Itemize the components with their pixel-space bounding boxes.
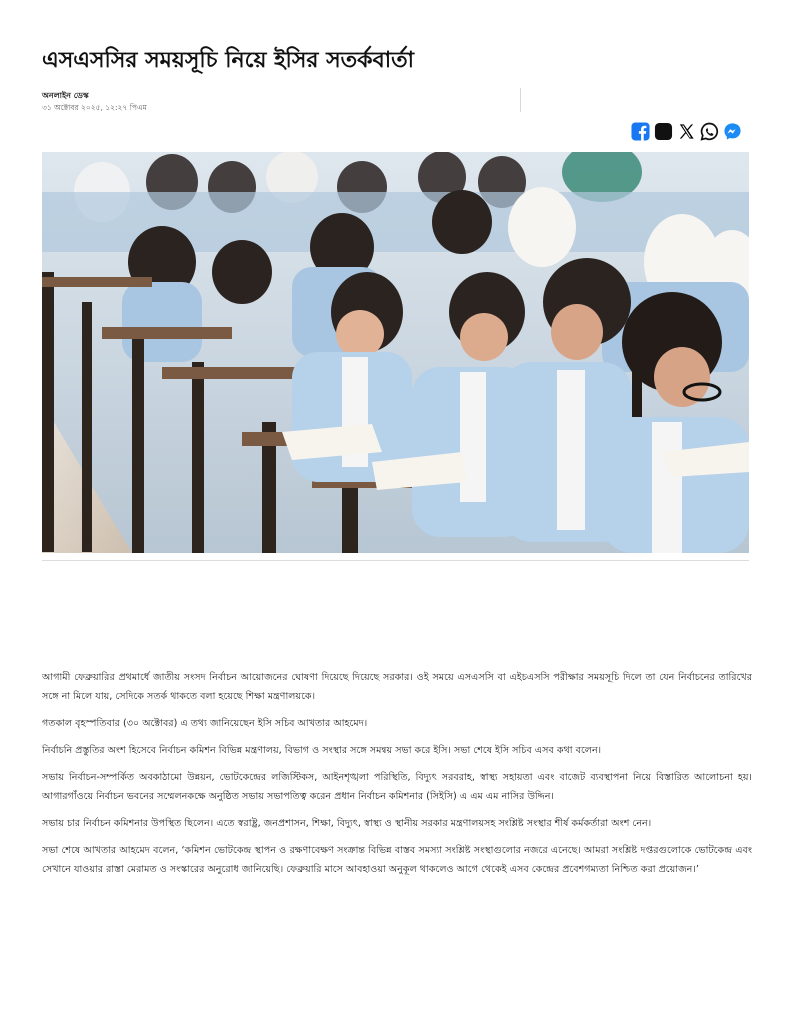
meta-divider xyxy=(520,88,521,112)
facebook-icon[interactable] xyxy=(631,122,650,141)
article-paragraph: সভায় নির্বাচন-সম্পর্কিত অবকাঠামো উন্নয়ন, ভোটকেন্দ্রের লজিস্টিকস, আইনশৃঙ্খলা পরিস্থিতি, বিদ্যুৎ সরবরাহ, স্বাস্থ্য সহায়তা এবং বাজেট ব্যবস্থাপনা নিয়ে বিস্তারিত আলোচনা হয়। আগারগাঁওয়ে নির্বাচন ভবনের সম্মেলনকক্ষে অনুষ্ঠিত সভায় সভাপতিত্ব করেন প্রধান নির্বাচন কমিশনার (সিইসি) এ এম এম নাসির উদ্দিন। xyxy=(42,772,752,802)
x-icon[interactable] xyxy=(677,122,696,141)
share-square-icon[interactable] xyxy=(654,122,673,141)
article-headline: এসএসসির সময়সূচি নিয়ে ইসির সতর্কবার্তা xyxy=(42,48,415,73)
share-bar xyxy=(631,122,742,141)
whatsapp-icon[interactable] xyxy=(700,122,719,141)
article-paragraph: গতকাল বৃহস্পতিবার (৩০ অক্টোবর) এ তথ্য জানিয়েছেন ইসি সচিব আখতার আহমেদ। xyxy=(42,718,368,729)
article-photo xyxy=(42,152,749,553)
article-body xyxy=(42,668,752,887)
article-meta xyxy=(42,90,502,113)
publish-date: ৩১ অক্টোবর ২০২৫, ১২:২৭ পিএম xyxy=(42,103,147,112)
article-paragraph: আগামী ফেব্রুয়ারির প্রথমার্ধে জাতীয় সংসদ নির্বাচন আয়োজনের ঘোষণা দিয়েছে দিয়েছে সরকার। ওই সময়ে এসএসসি বা এইচএসসি পরীক্ষার সময়সূচি দিলে তা যেন নির্বাচনের তারিখের সঙ্গে না মিলে যায়, সেদিকে সতর্ক থাকতে বলা হয়েছে শিক্ষা মন্ত্রণালয়কে। xyxy=(42,672,752,702)
article-paragraph: নির্বাচনি প্রস্তুতির অংশ হিসেবে নির্বাচন কমিশন বিভিন্ন মন্ত্রণালয়, বিভাগ ও সংস্থার সঙ্গে সমন্বয় সভা করে ইসি। সভা শেষে ইসি সচিব এসব কথা বলেন। xyxy=(42,745,602,756)
article-paragraph: সভায় চার নির্বাচন কমিশনার উপস্থিত ছিলেন। এতে স্বরাষ্ট্র, জনপ্রশাসন, শিক্ষা, বিদ্যুৎ, স্বাস্থ্য ও স্থানীয় সরকার মন্ত্রণালয়সহ সংশ্লিষ্ট সংস্থার শীর্ষ কর্মকর্তারা অংশ নেন। xyxy=(42,818,652,829)
article-paragraph: সভা শেষে আখতার আহমেদ বলেন, ‘কমিশন ভোটকেন্দ্র স্থাপন ও রক্ষণাবেক্ষণ সংক্রান্ত বিভিন্ন বাস্তব সমস্যা সংশ্লিষ্ট সংস্থাগুলোর নজরে এনেছে। আমরা সংশ্লিষ্ট দপ্তরগুলোকে ভোটকেন্দ্র এবং সেখানে যাওয়ার রাস্তা মেরামত ও সংস্কারের অনুরোধ জানিয়েছি। ফেব্রুয়ারি মাসে আবহাওয়া অনুকূল থাকলেও আগে থেকেই এসব কেন্দ্রের প্রবেশগম্যতা নিশ্চিত করা প্রয়োজন।’ xyxy=(42,845,752,875)
messenger-icon[interactable] xyxy=(723,122,742,141)
exam-hall-students-illustration xyxy=(42,152,749,553)
author-name[interactable]: অনলাইন ডেস্ক xyxy=(42,91,89,100)
photo-divider xyxy=(42,560,749,561)
